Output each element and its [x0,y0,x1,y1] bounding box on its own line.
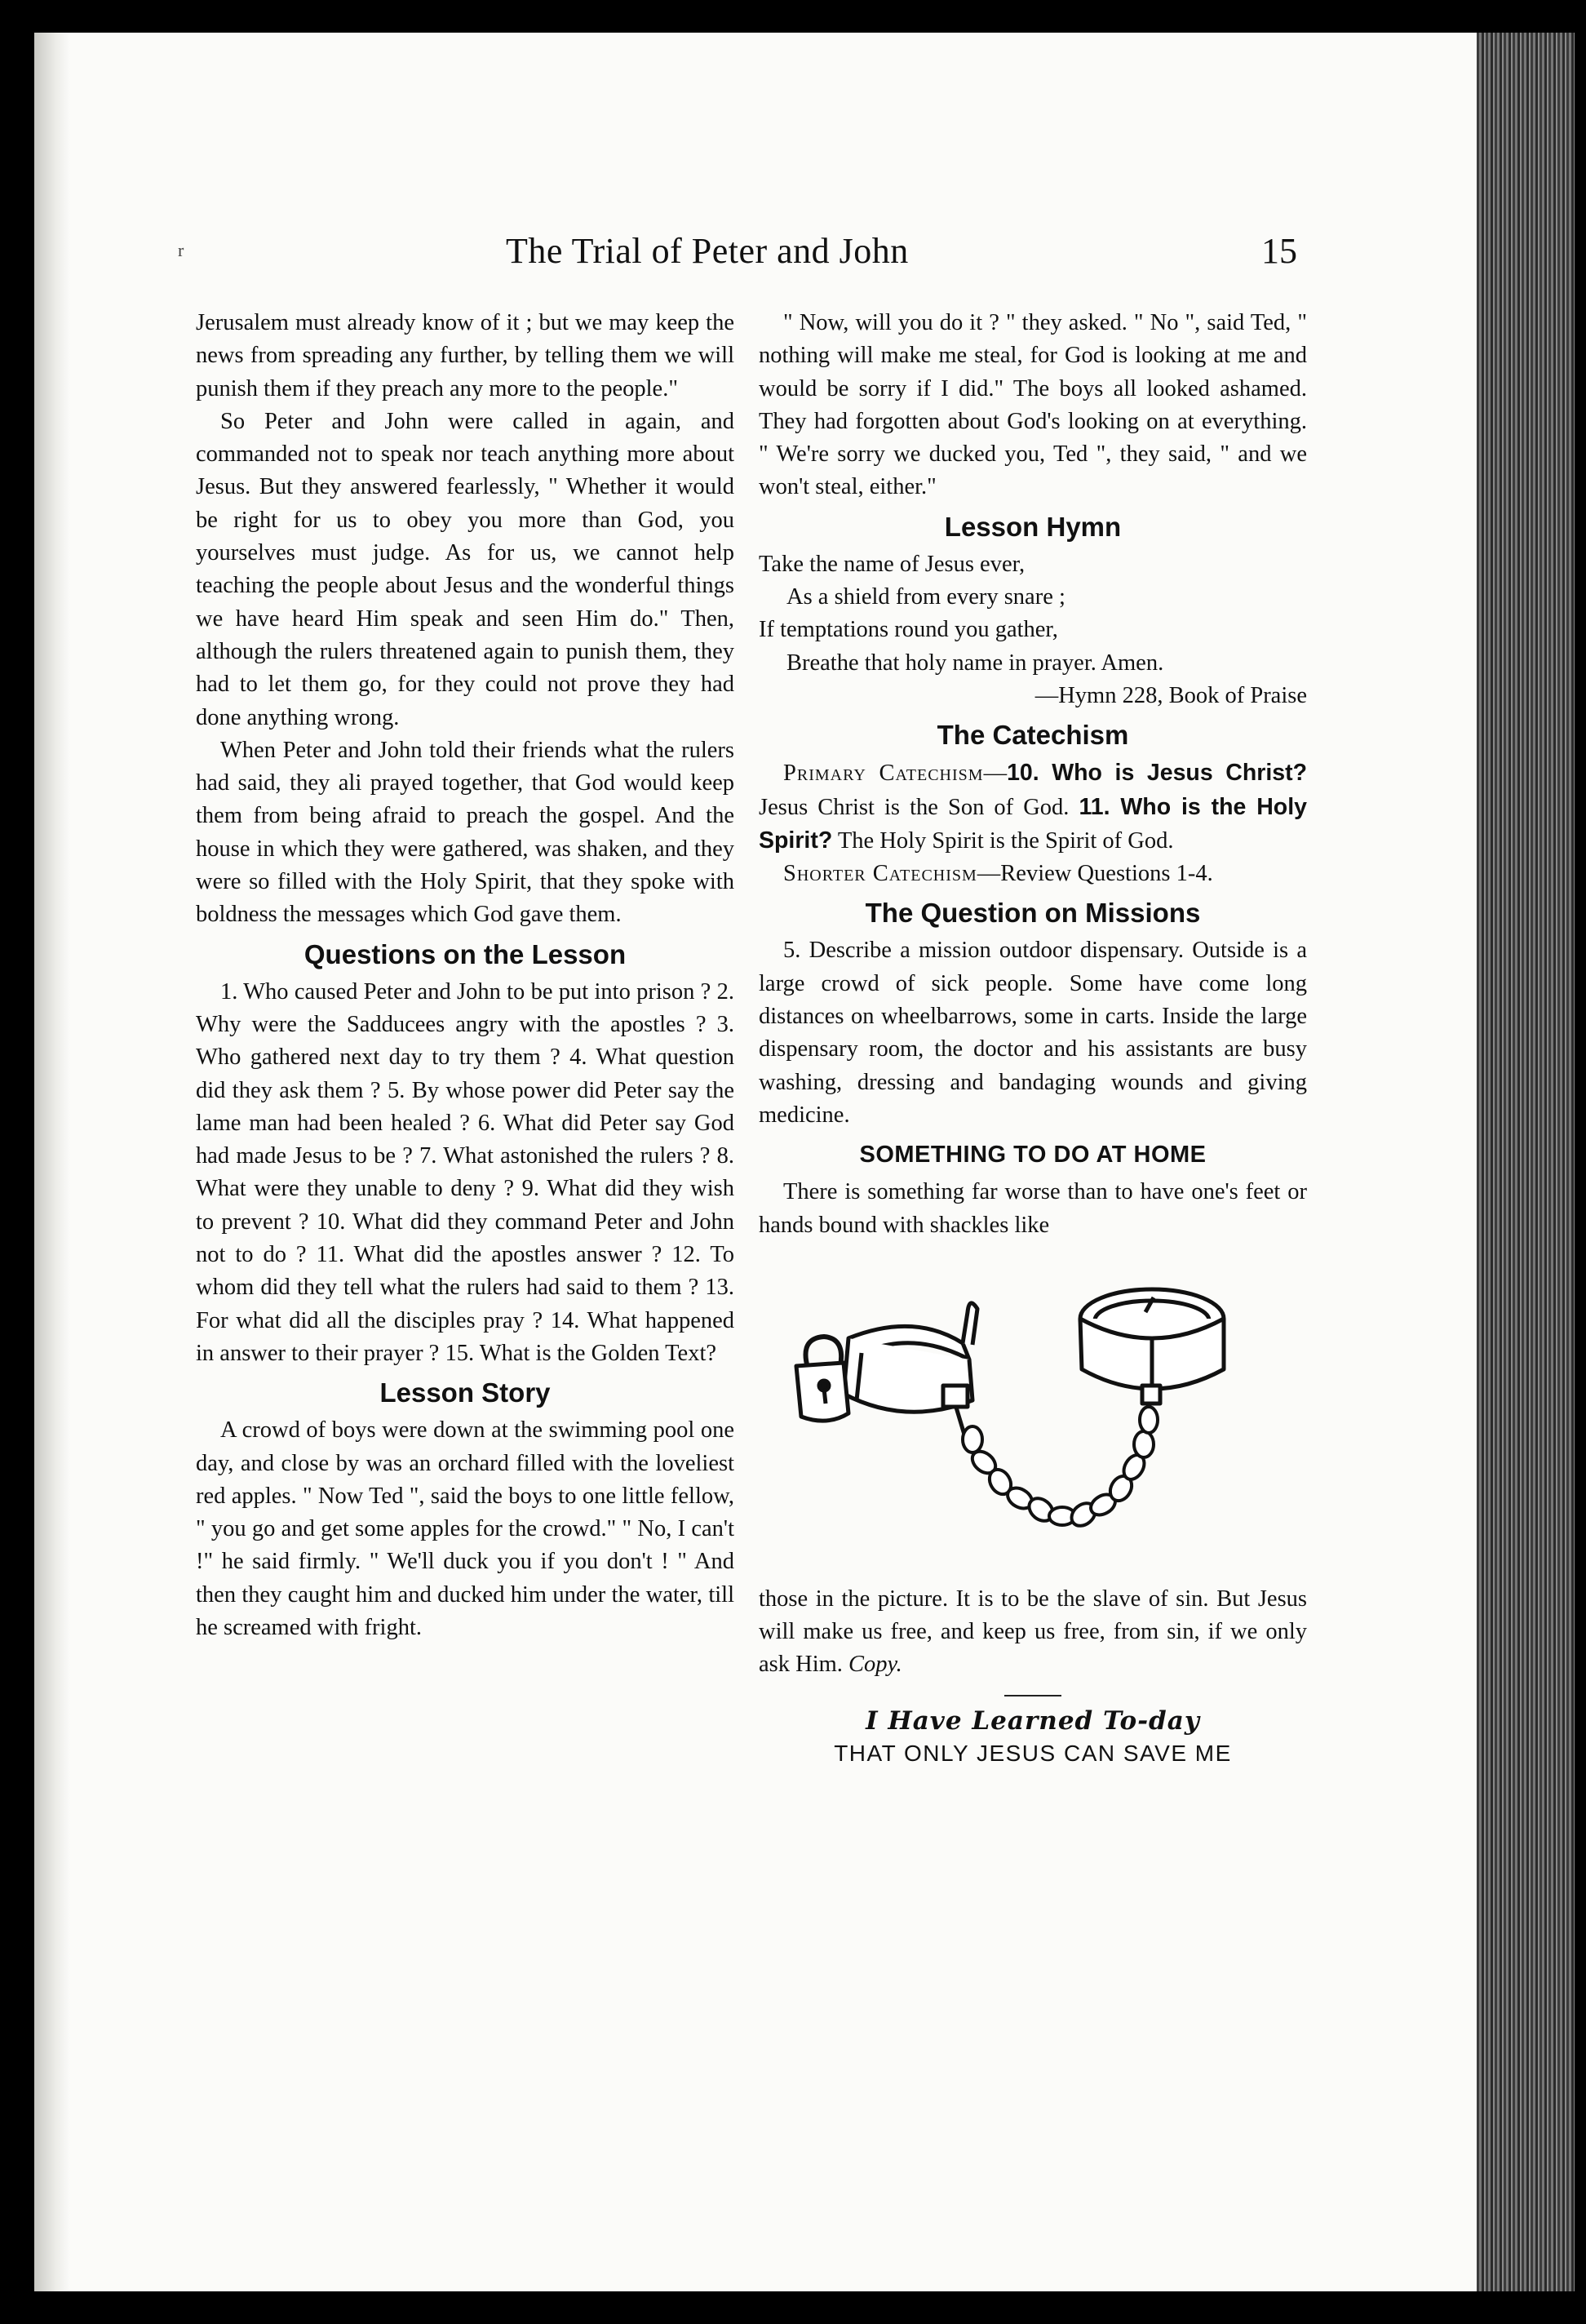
hymn-line: Breathe that holy name in prayer. Amen. [786,650,1164,676]
lesson-story: A crowd of boys were down at the swimming pool one day, and close by was an orchard filled with the loveliest red apples. " Now Ted ", said the boys to one little fellow, " you go and get some apples for the crowd." " No, I can't !" he said firmly. " We'll duck you if you don't ! " And then they caught him and ducked him under the water, till he screamed with fright. [196,1417,734,1640]
page-number: 15 [1261,231,1297,271]
lesson-story-continued: " Now, will you do it ? " they asked. " No ", said Ted, " nothing will make me steal, for God is looking at me and would be sorry if I did." The boys all looked ashamed. They had forgotten about God's looking on at everything. " We're sorry we ducked you, Ted ", they said, " and we won't steal, either." [759,310,1307,500]
catechism-heading: The Catechism [937,720,1129,751]
story-heading: Lesson Story [379,1377,551,1408]
left-column [196,307,734,1644]
home-text: There is something far worse than to have one's feet or hands bound with shackles like [759,1179,1307,1238]
primary-label: Primary Catechism [783,761,984,787]
hymn-source: —Hymn 228, Book of Praise [1034,682,1307,708]
page-gutter [34,33,70,2291]
paragraph: So Peter and John were called in again, and commanded not to speak nor teach anything more about Jesus. But they answered fearlessly, " Whether it would be right for us to obey you more than God, you yourselves must judge. As for us, we cannot help teaching the people about Jesus and the wonderful things we have heard Him speak and seen Him do." Then, although the rulers threatened again to punish them, they had to let them go, for they could not prove they had done anything wrong. [196,408,734,730]
running-header [424,230,1297,287]
answer-11: The Holy Spirit is the Spirit of God. [832,827,1174,854]
shackles-illustration [759,1263,1307,1567]
home-heading: SOMETHING TO DO AT HOME [859,1142,1207,1169]
home-text-continued: those in the picture. It is to be the slave of sin. But Jesus will make us free, and keep us free, from sin, if we only ask Him. Copy. [759,1586,1307,1678]
missions-text: 5. Describe a mission outdoor dispensary. Outside is a large crowd of sick people. Some have come long distances on wheelbarrows, some in carts. Inside the large dispensary room, the doctor and his assistants are busy washing, dressing and bandaging wounds and giving medicine. [759,938,1307,1128]
question-11: 11. Who is the Holy Spirit? [759,793,1307,854]
primary-catechism [759,756,1307,858]
divider [1004,1695,1061,1696]
missions-heading: The Question on Missions [865,898,1201,929]
hymn-line: If temptations round you gather, [759,617,1058,643]
hymn-heading: Lesson Hymn [944,511,1122,542]
questions-heading: Questions on the Lesson [303,938,627,969]
copy-label: Copy. [848,1652,902,1678]
hymn-line: Take the name of Jesus ever, [759,551,1026,577]
question-10: 10. Who is Jesus Christ? [1007,760,1308,787]
paragraph: When Peter and John told their friends what the rulers had said, they ali prayed together, that God would keep them from being afraid to preach the gospel. And the house in which they were gathered, was shaken, and they were so filled with the Holy Spirit, that they spoke with boldness the messages which God gave them. [196,737,734,928]
shorter-label: Shorter Catechism [783,861,977,887]
hymn-line: As a shield from every snare ; [786,584,1065,610]
margin-mark: r [178,240,184,260]
right-column [759,307,1307,1770]
paragraph: Jerusalem must already know of it ; but we may keep the news from spreading any further, by telling them we will punish them if they preach any more to the people." [196,310,734,401]
questions-list: 1. Who caused Peter and John to be put into prison ? 2. Why were the Sadducees angry with the apostles ? 3. Who gathered next day to try them ? 4. What question did they ask them ? 5. By whose power did Peter say the lame man had been healed ? 6. What did Peter say God had made Jesus to be ? 7. What astonished the rulers ? 8. What were they unable to deny ? 9. What did they wish to prevent ? 10. What did they command Peter and John not to do ? 11. What did the apostles answer ? 12. To whom did they tell what the rulers had said to them ? 13. For what did all the disciples pray ? 14. What happened in answer to their prayer ? 15. What is the Golden Text? [196,978,734,1366]
learned-caption: THAT ONLY JESUS CAN SAVE ME [834,1741,1232,1767]
page-edges [1477,33,1575,2291]
shorter-catechism [759,858,1307,890]
dash: — [983,761,1008,787]
running-title: The Trial of Peter and John [506,231,909,271]
learned-heading: I Have Learned To-day [866,1705,1200,1736]
shorter-text: —Review Questions 1-4. [977,861,1213,887]
answer-10: Jesus Christ is the Son of God. [759,794,1079,820]
